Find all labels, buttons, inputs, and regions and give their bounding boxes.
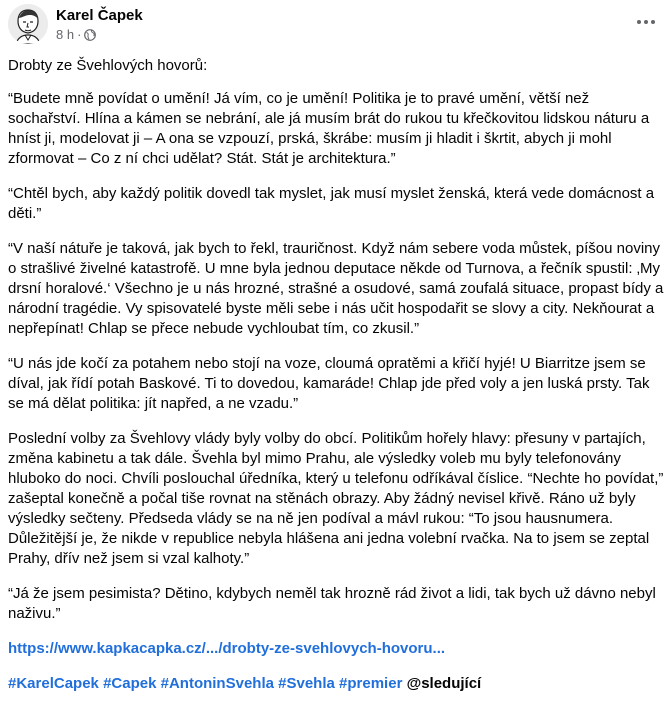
author-avatar[interactable] [8, 4, 48, 44]
hashtag-link[interactable]: #Capek [103, 675, 157, 692]
post-body [8, 56, 664, 709]
avatar-portrait-drawing [8, 4, 48, 44]
author-name[interactable]: Karel Čapek [56, 7, 143, 24]
post-link-paragraph [8, 639, 664, 659]
hashtag-row [8, 674, 664, 694]
article-link[interactable]: https://www.kapkacapka.cz/.../drobty-ze-svehlovych-hovoru... [8, 640, 446, 657]
followers-mention[interactable]: @sledující [406, 675, 482, 692]
post-header [8, 4, 664, 44]
post-paragraph: “Já že jsem pesimista? Dětino, kdybych neměl tak hrozně rád život a lidi, tak bych už dávno nebyl naživu.” [8, 585, 656, 622]
more-options-icon[interactable] [632, 12, 660, 32]
post-paragraph: “V naší nátuře je taková, jak bych to řekl, trauričnost. Když nám sebere voda můstek, píšou noviny o strašlivé živelné katastrofě. U mne byla jednou deputace někde od Turnova, a řečník spustil: ‚My drsní horalové.‘ Všechno je u nás hrozné, strašné a osudové, samá zoufalá situace, propast bídy a národní tragédie. Vy spisovatelé byste měli sebe i nás učit hospodařit se slovy a city. Nekňourat a nepřepínat! Chlap se přece nebude vychloubat tím, co zkusil.” [8, 240, 664, 337]
post-meta [56, 27, 96, 42]
hashtag-link[interactable]: #Svehla [278, 675, 335, 692]
post-time[interactable]: 8 h [56, 27, 75, 42]
post-paragraph: “Budete mně povídat o umění! Já vím, co je umění! Politika je to pravé umění, větší než sochařství. Hlína a kámen se nebrání, ale já musím brát do rukou tu křečkovitou lidskou náturu a hníst ji, modelovat ji – A ona se vzpouzí, prská, škrábe: musím ji hladit i škrtit, abych ji mohl zformovat – Co z ní chci udělat? Stát. Stát je architektura.” [8, 90, 650, 167]
meta-separator: · [77, 27, 82, 42]
hashtag-link[interactable]: #AntoninSvehla [160, 675, 274, 692]
post-paragraph: “U nás jde kočí za potahem nebo stojí na voze, cloumá opratěmi a křičí hyjé! U Biarritze jsem se díval, jak řídí potah Baskové. Ti to dovedou, kamaráde! Chlap jde před voly a jen luská prsty. Tak se má dělat politika: jít napřed, a ne vzadu.” [8, 355, 650, 412]
post-paragraph: “Chtěl bych, aby každý politik dovedl tak myslet, jak musí myslet ženská, která vede domácnost a děti.” [8, 185, 655, 222]
hashtag-link[interactable]: #premier [339, 675, 403, 692]
post-paragraph: Poslední volby za Švehlovy vlády byly volby do obcí. Politikům hořely hlavy: přesuny v partajích, změna kabinetu a tak dále. Švehla byl mimo Prahu, ale výsledky voleb mu byly telefonovány hluboko do noci. Chvíli poslouchal úředníka, který u telefonu odříkával číslice. “Nechte ho povídat,” zašeptal konečně a počal tiše rovnat na stěnách obrazy. Aby žádný nevisel křivě. Ráno už byly výsledky sečteny. Předseda vlády se na ně jen podíval a mávl rukou: “To jsou hausnumera. Důležitější je, že nikde v republice nebyla hlášena ani jedna volební rvačka. Na to jsem se zeptal Prahy, dřív než jsem si vzal kalhoty.” [8, 430, 664, 567]
post-title: Drobty ze Švehlových hovorů: [8, 57, 208, 74]
globe-icon[interactable] [84, 29, 96, 41]
hashtag-link[interactable]: #KarelCapek [8, 675, 99, 692]
